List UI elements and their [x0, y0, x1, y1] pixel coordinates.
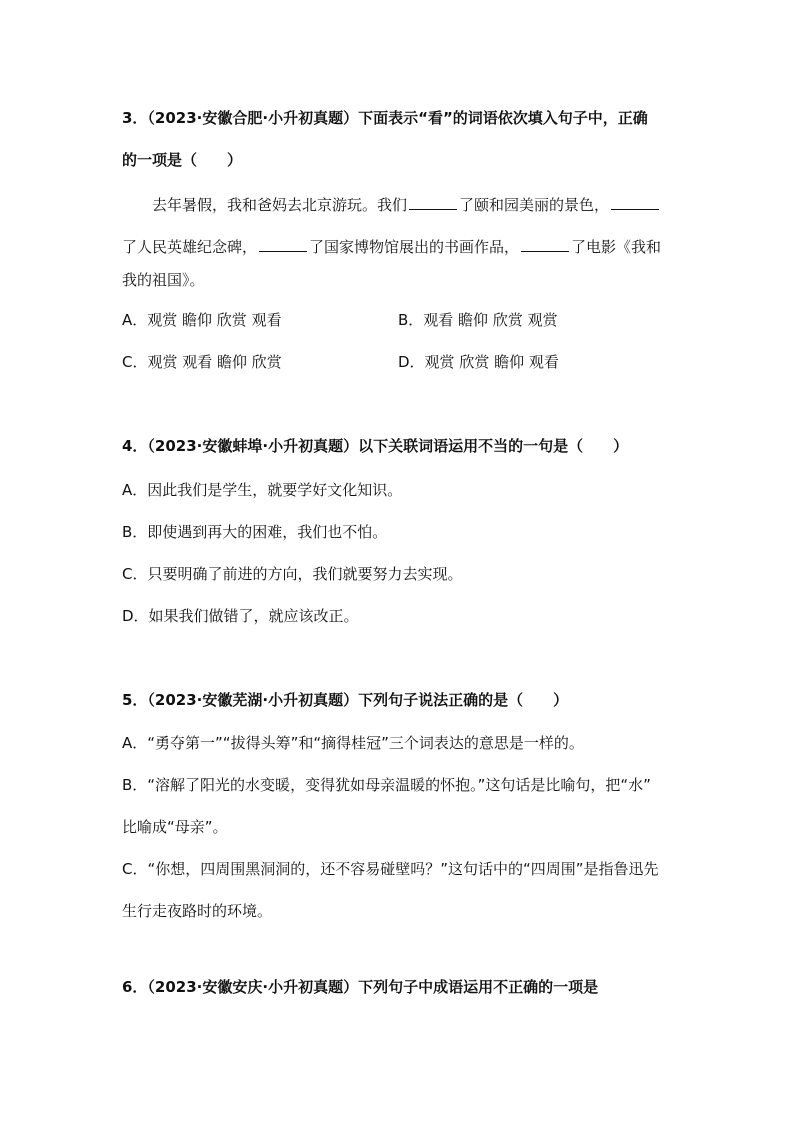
q4-option-a: A．因此我们是学生，就要学好文化知识。	[122, 481, 403, 499]
q3-passage-line1	[152, 195, 661, 215]
fill-blank	[409, 195, 457, 210]
passage-text: 了颐和园美丽的景色，	[459, 196, 610, 214]
passage-text: 了国家博物馆展出的书画作品，	[309, 238, 520, 256]
q5-option-c-line1: C．“你想，四周围黑洞洞的，还不容易碰壁吗？”这句话中的“四周围”是指鲁迅先	[122, 860, 659, 878]
q3-passage-line2	[122, 237, 661, 257]
q3-option-a: A．观赏 瞻仰 欣赏 观看	[122, 311, 282, 329]
q5-option-a: A．“勇夺第一”“拔得头筹”和“摘得桂冠”三个词表达的意思是一样的。	[122, 734, 584, 752]
q3-option-c: C．观赏 观看 瞻仰 欣赏	[122, 353, 282, 371]
q3-passage-line3: 我的祖国》。	[122, 271, 205, 289]
q4-option-b: B．即使遇到再大的困难，我们也不怕。	[122, 523, 388, 541]
q4-title: 4．（2023·安徽蚌埠·小升初真题）以下关联词语运用不当的一句是（ ）	[122, 437, 629, 455]
q5-option-b-line1: B．“溶解了阳光的水变暖，变得犹如母亲温暖的怀抱。”这句话是比喻句，把“水”	[122, 776, 651, 794]
q3-option-d: D．观赏 欣赏 瞻仰 观看	[398, 353, 559, 371]
q3-option-b: B．观看 瞻仰 欣赏 观赏	[398, 311, 558, 329]
fill-blank	[521, 237, 569, 252]
passage-text: 去年暑假，我和爸妈去北京游玩。我们	[152, 196, 408, 214]
fill-blank	[259, 237, 307, 252]
q4-option-c: C．只要明确了前进的方向，我们就要努力去实现。	[122, 565, 463, 583]
q3-title-line1: 3．（2023·安徽合肥·小升初真题）下面表示“看”的词语依次填入句子中，正确	[122, 109, 648, 127]
q5-title: 5．（2023·安徽芜湖·小升初真题）下列句子说法正确的是（ ）	[122, 691, 569, 709]
fill-blank	[611, 195, 659, 210]
q6-title: 6．（2023·安徽安庆·小升初真题）下列句子中成语运用不正确的一项是	[122, 978, 599, 996]
passage-text: 了人民英雄纪念碑，	[122, 238, 258, 256]
q4-option-d: D．如果我们做错了，就应该改正。	[122, 607, 359, 625]
q5-option-b-line2: 比喻成“母亲”。	[122, 818, 228, 836]
passage-text: 了电影《我和	[571, 238, 662, 256]
q5-option-c-line2: 生行走夜路时的环境。	[122, 902, 273, 920]
q3-title-line2: 的一项是（ ）	[122, 151, 243, 169]
